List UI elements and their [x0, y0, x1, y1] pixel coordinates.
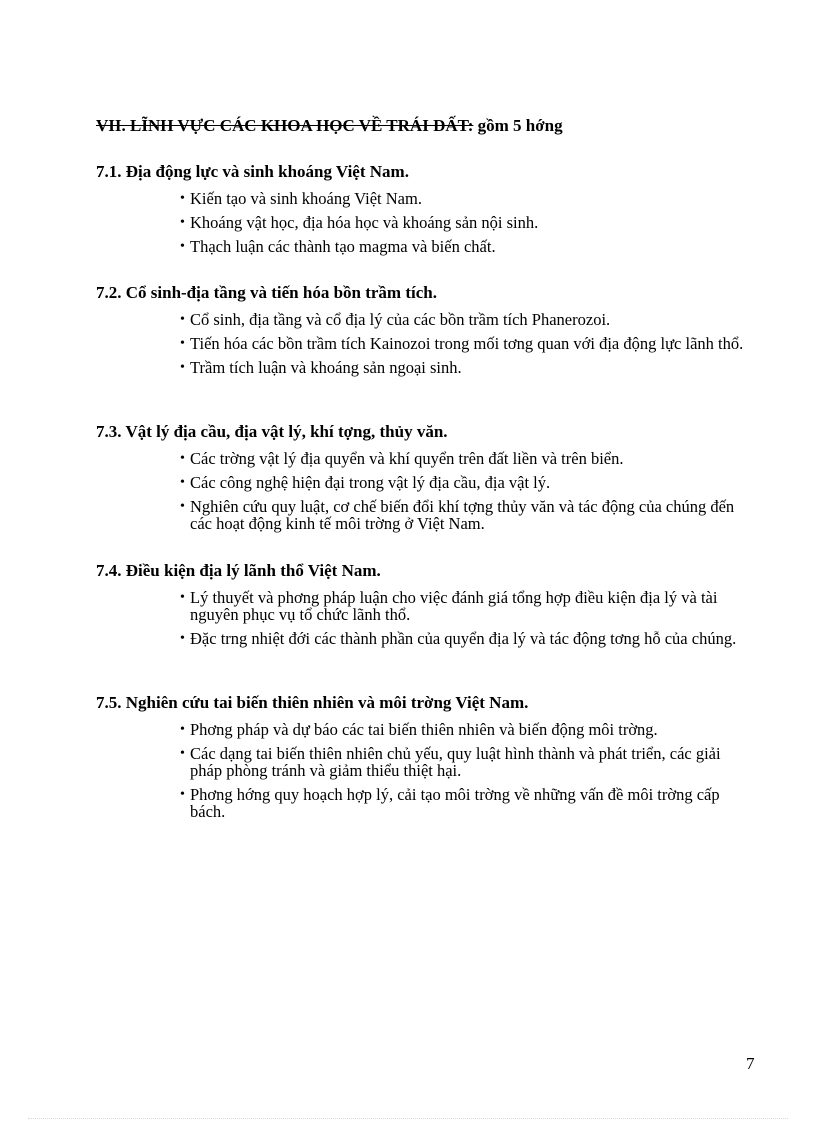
list-item-text: Các công nghệ hiện đại trong vật lý địa cầu, địa vật lý.	[190, 473, 551, 492]
bullet-icon: •	[180, 336, 185, 351]
list-item-text: Đặc trng nhiệt đới các thành phần của quyển địa lý và tác động tơng hỗ của chúng.	[190, 629, 737, 648]
section-7-5	[96, 693, 756, 827]
bullet-list	[96, 190, 756, 255]
bullet-icon: •	[180, 787, 185, 802]
page-number: 7	[746, 1054, 755, 1073]
list-item	[180, 589, 756, 623]
bullet-icon: •	[180, 360, 185, 375]
chapter-heading-rest: gồm 5 hớng	[473, 116, 563, 135]
bullet-icon: •	[180, 451, 185, 466]
list-item	[180, 786, 756, 820]
bullet-icon: •	[180, 191, 185, 206]
section-7-2	[96, 283, 756, 383]
list-item	[180, 214, 756, 231]
list-item	[180, 238, 756, 255]
list-item-text: Cổ sinh, địa tầng và cổ địa lý của các bồn trầm tích Phanerozoi.	[190, 310, 611, 329]
list-item	[180, 630, 756, 647]
list-item-text: Trầm tích luận và khoáng sản ngoại sinh.	[190, 358, 462, 377]
list-item	[180, 721, 756, 738]
bullet-icon: •	[180, 215, 185, 230]
footer-divider	[28, 1118, 788, 1119]
section-title: 7.5. Nghiên cứu tai biến thiên nhiên và môi trờng Việt Nam.	[96, 693, 529, 712]
list-item	[180, 450, 756, 467]
list-item-text: Phơng pháp và dự báo các tai biến thiên nhiên và biến động môi trờng.	[190, 720, 658, 739]
section-title: 7.1. Địa động lực và sinh khoáng Việt Nam.	[96, 162, 409, 181]
list-item	[180, 311, 756, 328]
section-7-4	[96, 561, 756, 654]
list-item	[180, 335, 756, 352]
bullet-list	[96, 721, 756, 820]
chapter-heading-struck: VII. LĨNH VỰC CÁC KHOA HỌC VỀ TRÁI ĐẤT:	[96, 116, 474, 135]
list-item-text: Nghiên cứu quy luật, cơ chế biến đổi khí tợng thủy văn và tác động của chúng đến các hoạt động kinh tế môi trờng ở Việt Nam.	[190, 497, 735, 533]
bullet-icon: •	[180, 499, 185, 514]
list-item-text: Lý thuyết và phơng pháp luận cho việc đánh giá tổng hợp điều kiện địa lý và tài nguyên phục vụ tổ chức lãnh thổ.	[190, 588, 718, 624]
list-item	[180, 359, 756, 376]
bullet-icon: •	[180, 722, 185, 737]
chapter-heading	[96, 116, 563, 136]
section-7-3	[96, 422, 756, 539]
bullet-list	[96, 589, 756, 647]
bullet-icon: •	[180, 590, 185, 605]
section-7-1	[96, 162, 756, 262]
list-item	[180, 745, 756, 779]
list-item-text: Kiến tạo và sinh khoáng Việt Nam.	[190, 189, 422, 208]
list-item-text: Phơng hớng quy hoạch hợp lý, cải tạo môi trờng về những vấn đề môi trờng cấp bách.	[190, 785, 720, 821]
bullet-icon: •	[180, 239, 185, 254]
list-item	[180, 474, 756, 491]
section-title: 7.2. Cổ sinh-địa tầng và tiến hóa bồn trầm tích.	[96, 283, 437, 302]
section-title: 7.4. Điều kiện địa lý lãnh thổ Việt Nam.	[96, 561, 381, 580]
bullet-list	[96, 450, 756, 532]
bullet-list	[96, 311, 756, 376]
list-item-text: Thạch luận các thành tạo magma và biến chất.	[190, 237, 496, 256]
list-item	[180, 498, 756, 532]
section-title: 7.3. Vật lý địa cầu, địa vật lý, khí tợng, thủy văn.	[96, 422, 448, 441]
bullet-icon: •	[180, 746, 185, 761]
list-item	[180, 190, 756, 207]
bullet-icon: •	[180, 312, 185, 327]
list-item-text: Khoáng vật học, địa hóa học và khoáng sản nội sinh.	[190, 213, 539, 232]
bullet-icon: •	[180, 631, 185, 646]
list-item-text: Tiến hóa các bồn trầm tích Kainozoi trong mối tơng quan với địa động lực lãnh thổ.	[190, 334, 744, 353]
list-item-text: Các trờng vật lý địa quyển và khí quyển trên đất liền và trên biển.	[190, 449, 624, 468]
bullet-icon: •	[180, 475, 185, 490]
list-item-text: Các dạng tai biến thiên nhiên chủ yếu, quy luật hình thành và phát triển, các giải pháp phòng tránh và giảm thiểu thiệt hại.	[190, 744, 721, 780]
